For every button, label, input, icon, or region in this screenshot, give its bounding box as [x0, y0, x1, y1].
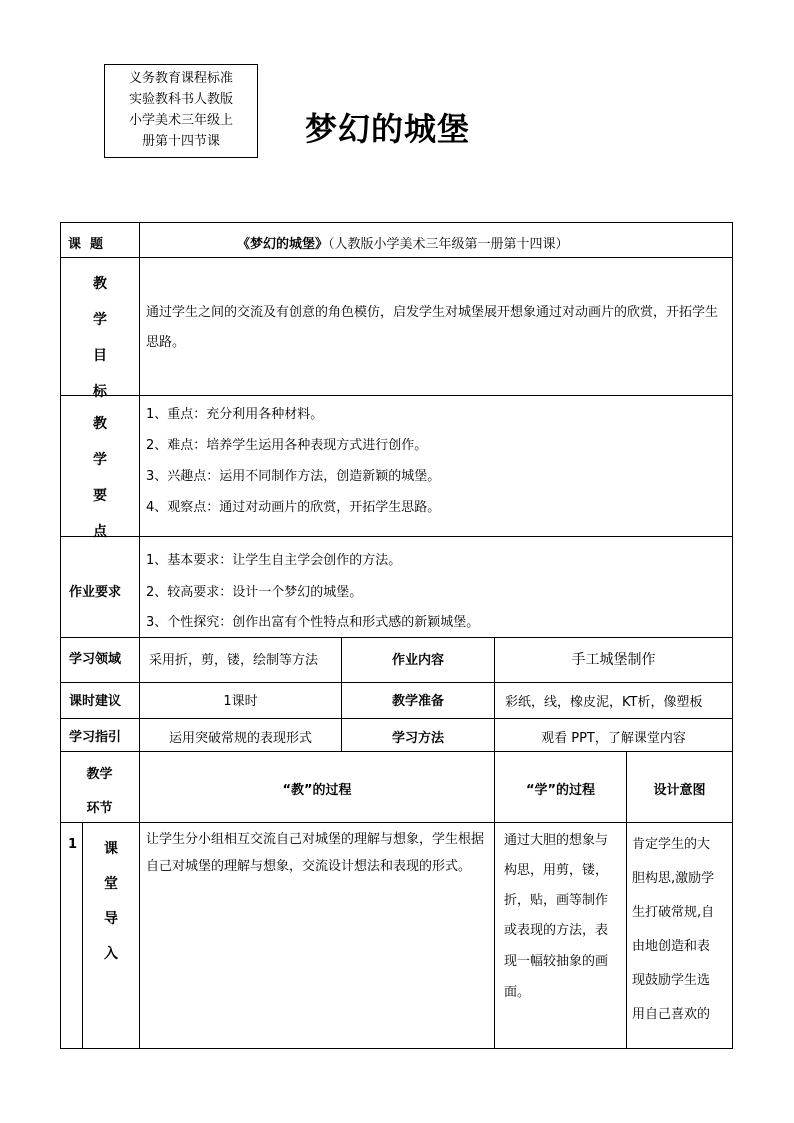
step-intent-line: 用自己喜欢的	[632, 1007, 711, 1022]
label-char: 目	[93, 348, 107, 364]
homework-req-label: 作业要求	[69, 585, 122, 600]
step-intent-line: 由地创造和表	[632, 939, 711, 954]
table-rule	[60, 682, 733, 683]
table-rule	[60, 822, 733, 823]
step-teach-text: 让学生分小组相互交流自己对城堡的理解与想象，学生根据自己对城堡的理解与想象，交流设计想法和表现的形式。	[146, 832, 485, 874]
label-char: 标	[93, 384, 107, 400]
label-char: 学	[93, 312, 107, 328]
standard-line: 义务教育课程标准	[128, 71, 233, 86]
label-char: 导	[104, 911, 118, 927]
table-rule	[82, 822, 83, 1048]
table-rule	[139, 222, 140, 1049]
standard-line: 小学美术三年级上	[128, 113, 233, 128]
label-char: 课	[104, 841, 118, 857]
label-char: 教	[93, 276, 107, 292]
key-point-item: 3、兴趣点：运用不同制作方法，创造新颖的城堡。	[146, 469, 441, 484]
step-learn-line: 面。	[504, 985, 531, 1000]
learning-domain-label: 学习领域	[69, 652, 122, 667]
label-char: 教	[93, 416, 107, 432]
step-learn-line: 折，贴，画等制作	[504, 893, 609, 908]
study-guide-value: 运用突破常规的表现形式	[168, 731, 312, 746]
label-char: 入	[104, 946, 118, 962]
stage-header-line2: 环节	[86, 801, 113, 816]
learn-process-header: “学”的过程	[525, 783, 596, 798]
key-point-item: 4、观察点：通过对动画片的欣赏，开拓学生思路。	[146, 500, 441, 515]
table-rule	[732, 222, 733, 1049]
key-point-item: 2、难点：培养学生运用各种表现方式进行创作。	[146, 438, 428, 453]
table-rule	[60, 718, 733, 719]
study-guide-label: 学习指引	[69, 730, 122, 745]
step-learn-line: 构思，用剪，镂，	[504, 863, 609, 878]
hours-value: 1课时	[223, 694, 258, 709]
label-char: 堂	[104, 876, 118, 892]
table-rule	[60, 222, 733, 223]
step-learn-line: 通过大胆的想象与	[504, 833, 609, 848]
table-rule	[60, 637, 733, 638]
step-intent-line: 肯定学生的大	[632, 837, 711, 852]
step-intent-line: 胆构思,激励学	[632, 871, 715, 886]
lesson-plan-table	[60, 222, 733, 1049]
key-point-item: 1、重点：充分利用各种材料。	[146, 407, 324, 422]
objective-label	[90, 266, 110, 410]
study-method-label: 学习方法	[391, 731, 444, 746]
hours-label: 课时建议	[69, 694, 122, 709]
teaching-prep-label: 教学准备	[391, 694, 444, 709]
standard-line: 实验教科书人教版	[128, 92, 233, 107]
step-intent-line: 生打破常规,自	[632, 905, 715, 920]
step-learn-line: 或表现的方法，表	[504, 923, 609, 938]
course-value	[237, 236, 569, 253]
teach-process-header: “教”的过程	[282, 783, 352, 798]
table-rule	[494, 637, 495, 1048]
step-learn-line: 现一幅较抽象的画	[504, 954, 609, 969]
study-method-value: 观看 PPT，了解课堂内容	[541, 731, 686, 746]
table-rule	[60, 395, 733, 396]
label-char: 点	[93, 524, 107, 540]
design-intent-header: 设计意图	[653, 783, 706, 798]
objective-text: 通过学生之间的交流及有创意的角色模仿，启发学生对城堡展开想象通过对动画片的欣赏，开拓学生思路。	[146, 305, 719, 350]
label-char: 学	[93, 452, 107, 468]
homework-req-item: 2、较高要求：设计一个梦幻的城堡。	[146, 585, 363, 600]
curriculum-standard-box	[104, 64, 258, 158]
step-intent-line: 现鼓励学生选	[632, 973, 711, 988]
label-char: 要	[93, 488, 107, 504]
document-title: 梦幻的城堡	[305, 110, 471, 148]
step-stage-label	[101, 832, 121, 972]
teaching-prep-value: 彩纸，线，橡皮泥，KT析，像塑板	[505, 695, 703, 710]
homework-req-item: 3、个性探究：创作出富有个性特点和形式感的新颖城堡。	[146, 615, 480, 630]
table-rule	[60, 536, 733, 537]
course-title: 《梦幻的城堡》	[237, 237, 329, 252]
learning-domain-value: 采用折，剪，镂，绘制等方法	[149, 653, 319, 668]
course-label: 课 题	[68, 237, 104, 252]
standard-line: 册第十四节课	[141, 134, 220, 149]
homework-req-item: 1、基本要求：让学生自主学会创作的方法。	[146, 553, 402, 568]
table-rule	[60, 222, 61, 1049]
key-points-label	[90, 406, 110, 550]
table-rule	[60, 257, 733, 258]
stage-header-line1: 教学	[86, 767, 113, 782]
homework-content-label: 作业内容	[391, 653, 444, 668]
homework-content-value: 手工城堡制作	[571, 652, 656, 668]
course-edition: （人教版小学美术三年级第一册第十四课）	[328, 237, 569, 252]
table-rule	[60, 751, 733, 752]
step-number: 1	[68, 837, 78, 852]
table-rule	[60, 1048, 733, 1049]
